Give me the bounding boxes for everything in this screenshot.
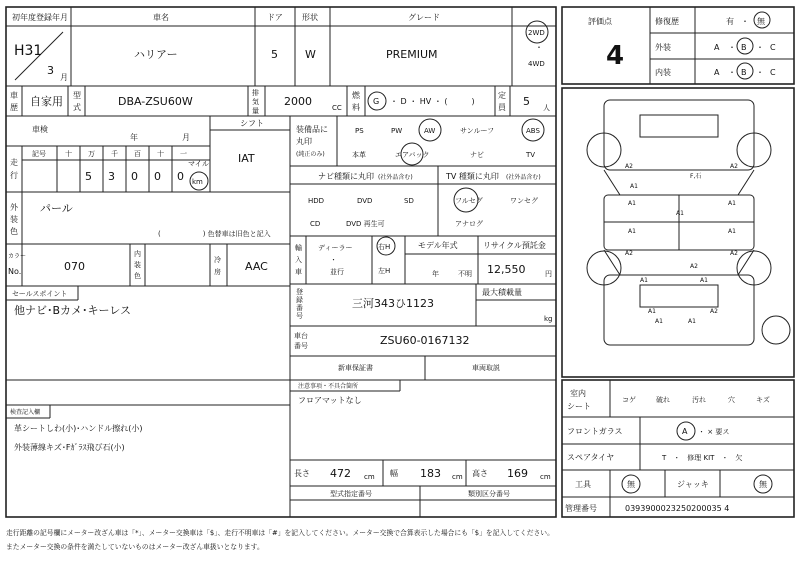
spare-tire-options: T ・ 修理 KIT ・ 欠 <box>662 454 743 462</box>
mileage-mile-label: マイル <box>188 160 209 168</box>
exterior-label: 外装 <box>655 43 671 52</box>
interior-grade-a: A <box>714 68 720 77</box>
color-no-label-b: No. <box>8 267 22 276</box>
seat-item: 穴 <box>728 396 735 404</box>
nav-item: HDD <box>308 197 325 205</box>
width-label: 幅 <box>390 469 398 478</box>
tv-type-label: TV 種類に丸印 <box>446 172 499 181</box>
damage-marks <box>625 163 738 325</box>
fuel-options: ・ D ・ HV ・ ( ) <box>390 97 475 106</box>
steering-left: 左H <box>378 267 391 275</box>
repair-history-sep: ・ <box>741 17 749 26</box>
usage-value: 自家用 <box>30 95 63 108</box>
interior-label: 内装 <box>655 68 671 77</box>
damage-center-mark: F,石 <box>690 173 702 180</box>
ext-color-label-b: 装 <box>10 215 18 224</box>
doors-label: ドア <box>267 13 283 22</box>
chassis-label-b: 番号 <box>294 342 308 350</box>
model-label-a: 型 <box>73 91 81 100</box>
import-dealer: ディーラー <box>318 244 353 252</box>
tv-item: フルセグ <box>455 197 483 205</box>
damage-mark: A1 <box>628 200 636 207</box>
windshield-selected: A <box>682 427 688 436</box>
capacity-value: 5 <box>523 95 530 108</box>
nav-item: DVD 再生可 <box>346 220 385 228</box>
damage-mark: A2 <box>625 250 633 257</box>
mileage-header: 千 <box>111 150 118 158</box>
damage-mark: A1 <box>648 308 656 315</box>
damage-mark: A2 <box>710 308 718 315</box>
equipment-item: サンルーフ <box>460 127 495 135</box>
damage-mark: A2 <box>625 163 633 170</box>
nav-item: CD <box>310 220 321 228</box>
management-label: 管理番号 <box>565 504 597 513</box>
length-unit: cm <box>364 473 375 481</box>
height-value: 169 <box>507 467 528 480</box>
repair-history-no: 無 <box>757 17 765 26</box>
damage-mark: A2 <box>730 163 738 170</box>
usage-label-b: 歴 <box>10 103 18 112</box>
fuel-label-a: 燃 <box>352 91 360 100</box>
import-label-b: 入 <box>295 256 302 264</box>
mileage-header: 記号 <box>32 150 46 158</box>
import-parallel: 並行 <box>330 268 344 276</box>
interior-sep: ・ <box>728 68 736 77</box>
usage-label-a: 車 <box>10 91 18 100</box>
evaluation-score: 4 <box>606 41 625 71</box>
shape-value: W <box>305 48 316 61</box>
exterior-grade-a: A <box>714 43 720 52</box>
exterior-sep: ・ <box>756 43 764 52</box>
first-reg-month-unit: 月 <box>60 73 68 82</box>
capacity-label-b: 員 <box>498 103 506 112</box>
mileage-headers <box>32 149 187 158</box>
equipment-item: PS <box>355 127 364 135</box>
doors-value: 5 <box>271 48 278 61</box>
width-value: 183 <box>420 467 441 480</box>
evaluation-label: 評価点 <box>588 17 612 26</box>
model-label-b: 式 <box>73 103 81 112</box>
tools-label: 工具 <box>575 480 591 489</box>
model-value: DBA-ZSU60W <box>118 95 193 108</box>
equipment-item: エアバック <box>395 151 430 159</box>
displacement-unit: CC <box>332 104 342 112</box>
equipment-label-b: 丸印 <box>296 137 312 146</box>
car-name-value: ハリアー <box>134 48 178 61</box>
damage-mark: A1 <box>630 183 638 190</box>
sales-points-label: セールスポイント <box>12 290 68 298</box>
width-unit: cm <box>452 473 463 481</box>
aircon-value: AAC <box>245 260 268 273</box>
mileage-header: 十 <box>65 150 72 158</box>
inspection-month: 月 <box>182 133 190 142</box>
fuel-selected: G <box>373 97 380 106</box>
car-name-label: 車名 <box>153 13 169 22</box>
ext-color-note: ( ) 色替車は旧色と記入 <box>158 230 271 238</box>
tv-item: アナログ <box>455 220 483 228</box>
shift-value: IAT <box>238 152 255 165</box>
repair-history-label: 修復歴 <box>655 17 679 26</box>
first-reg-month: 3 <box>47 64 54 77</box>
exterior-grade-c: C <box>770 43 776 52</box>
windshield-label: フロントガラス <box>567 427 623 436</box>
capacity-unit: 人 <box>543 104 550 112</box>
seat-item: キズ <box>756 396 770 404</box>
inspector-label: 検査記入欄 <box>10 409 41 416</box>
repair-history-yes: 有 <box>726 17 734 26</box>
equipment-item: PW <box>391 127 403 135</box>
nav-item: DVD <box>357 197 373 205</box>
windshield-options: ・ × 要ス <box>698 428 730 436</box>
reg-label-a: 登 <box>296 288 303 296</box>
mileage-header: 一 <box>180 150 187 158</box>
mileage-header: 百 <box>134 150 141 158</box>
footnote-line2: またメーター交換の条件を満たしていないものはメーター改ざん車扱いとなります。 <box>6 543 264 551</box>
max-load-unit: kg <box>544 315 553 323</box>
seat-item: 破れ <box>656 396 670 404</box>
notes-label: 注意事項・不具合箇所 <box>298 383 359 390</box>
recycle-value: 12,550 <box>487 263 526 276</box>
notes-value: フロアマットなし <box>298 396 362 405</box>
warranty-label: 新車保証書 <box>338 364 373 372</box>
tools-value: 無 <box>627 480 635 489</box>
first-reg-label: 初年度登録年月 <box>12 13 68 22</box>
mileage-digit: 0 <box>154 170 161 183</box>
import-label-c: 車 <box>295 268 302 276</box>
height-unit: cm <box>540 473 551 481</box>
sales-points-value: 他ナビ･Bカメ･キーレス <box>14 304 131 317</box>
exterior-grade-b: B <box>741 43 747 52</box>
grade-label: グレード <box>408 13 440 22</box>
reg-label-b: 録 <box>296 296 303 304</box>
damage-mark: A1 <box>728 228 736 235</box>
equipment-item: 本革 <box>352 151 366 159</box>
height-label: 高さ <box>472 469 488 478</box>
model-year-label: モデル年式 <box>418 241 458 250</box>
chassis-value: ZSU60-0167132 <box>380 334 470 347</box>
manual-label: 車両取説 <box>472 364 500 372</box>
drive-dot: ・ <box>535 43 543 52</box>
equipment-item: ABS <box>526 127 540 135</box>
damage-mark: A1 <box>728 200 736 207</box>
recycle-unit: 円 <box>545 270 552 278</box>
recycle-label: リサイクル預託金 <box>483 241 546 250</box>
damage-mark: A1 <box>688 318 696 325</box>
mileage-digit: 5 <box>85 170 92 183</box>
class-number-label: 類別区分番号 <box>468 490 510 498</box>
exterior-sep: ・ <box>728 43 736 52</box>
capacity-label-a: 定 <box>498 91 506 100</box>
chassis-label-a: 車台 <box>294 332 308 340</box>
tv-type-sub: (社外品含む) <box>506 174 541 181</box>
seat-item: コゲ <box>622 396 636 404</box>
damage-mark: A2 <box>690 263 698 270</box>
model-year-year: 年 <box>432 270 439 278</box>
aircon-label-a: 冷 <box>214 256 221 264</box>
spare-tire-label: スペアタイヤ <box>567 453 615 462</box>
interior-sep: ・ <box>756 68 764 77</box>
tv-item: ワンセグ <box>510 197 538 205</box>
inspector-line1: 革シートしわ(小)･ハンドル擦れ(小) <box>14 424 143 433</box>
mileage-digit: 3 <box>108 170 115 183</box>
steering-right: 右H <box>378 243 391 251</box>
disp-label-a: 排 <box>252 89 259 97</box>
nav-type-label: ナビ種類に丸印 <box>318 172 374 181</box>
inspection-year: 年 <box>130 133 138 142</box>
mileage-unit: km <box>192 178 203 186</box>
int-color-label-a: 内 <box>134 250 141 258</box>
management-value: 0393900023250200035 4 <box>625 504 730 513</box>
mileage-header: 万 <box>88 150 95 158</box>
registration-value: 三河343ひ1123 <box>352 297 434 310</box>
disp-label-b: 気 <box>252 98 259 106</box>
max-load-label: 最大積載量 <box>482 288 522 297</box>
reg-label-d: 号 <box>296 312 303 320</box>
interior-grade-c: C <box>770 68 776 77</box>
equipment-label-a: 装備品に <box>296 125 328 134</box>
damage-mark: A1 <box>700 277 708 284</box>
equipment-item: AW <box>424 127 436 135</box>
inspection-label: 車検 <box>32 125 48 134</box>
mileage-header: 十 <box>157 150 164 158</box>
color-no-label-a: カラー <box>8 253 27 260</box>
damage-mark: A1 <box>655 318 663 325</box>
mileage-label-a: 走 <box>10 158 18 167</box>
model-year-unknown: 不明 <box>458 270 472 278</box>
drive-2wd: 2WD <box>528 29 545 37</box>
aircon-label-b: 房 <box>214 268 221 276</box>
fuel-label-b: 料 <box>352 103 360 112</box>
shift-label: シフト <box>240 119 264 128</box>
type-designation-label: 型式指定番号 <box>330 490 372 498</box>
damage-mark: A2 <box>730 250 738 257</box>
import-dot: ・ <box>330 256 337 264</box>
damage-mark: A1 <box>628 228 636 235</box>
color-no-value: 070 <box>64 260 85 273</box>
mileage-label-b: 行 <box>10 171 18 180</box>
damage-mark: A1 <box>676 210 684 217</box>
mileage-digit: 0 <box>131 170 138 183</box>
length-label: 長さ <box>294 469 310 478</box>
seat-item: 汚れ <box>692 396 706 404</box>
ext-color-label-a: 外 <box>10 203 18 212</box>
footnote-line1: 走行距離の記号欄にメーター改ざん車は「*」、メーター交換車は「$」、走行不明車は「#」を記入してください。メーター交換で合算表示した場合にも「$」を記入してください。 <box>6 529 554 537</box>
seat-label-b: シート <box>567 402 591 411</box>
jack-label: ジャッキ <box>677 480 709 489</box>
inspector-line2: 外装薄線キズ･Fｶﾞﾗｽ飛び石(小) <box>14 443 125 452</box>
nav-type-sub: (社外品含む) <box>378 174 413 181</box>
displacement-value: 2000 <box>284 95 312 108</box>
mileage-digit: 0 <box>177 170 184 183</box>
equipment-label-c: (純正のみ) <box>296 151 325 158</box>
interior-grade-b: B <box>741 68 747 77</box>
nav-item: SD <box>404 197 414 205</box>
ext-color-label-c: 色 <box>10 227 18 236</box>
equipment-item: TV <box>526 151 536 159</box>
length-value: 472 <box>330 467 351 480</box>
damage-mark: A1 <box>640 277 648 284</box>
disp-label-c: 量 <box>252 107 259 115</box>
first-reg-era: H31 <box>14 43 43 59</box>
equipment-item: ナビ <box>470 151 484 159</box>
shape-label: 形状 <box>302 13 318 22</box>
import-label-a: 輸 <box>295 244 302 252</box>
jack-value: 無 <box>759 480 767 489</box>
reg-label-c: 番 <box>296 304 303 312</box>
grade-value: PREMIUM <box>386 48 438 61</box>
int-color-label-c: 色 <box>134 272 141 280</box>
int-color-label-b: 装 <box>134 261 141 269</box>
drive-4wd: 4WD <box>528 60 545 68</box>
seat-label-a: 室内 <box>570 389 586 398</box>
ext-color-value: パール <box>40 202 73 215</box>
